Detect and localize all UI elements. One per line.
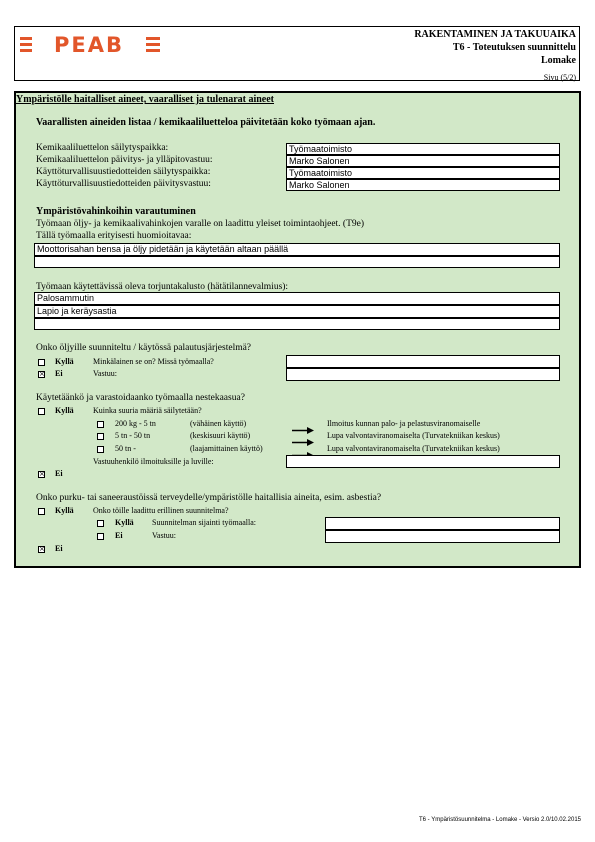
gas-option-3-amount: 50 tn - xyxy=(115,444,136,453)
gas-option-3-usage: (laajamittainen käyttö) xyxy=(190,444,263,453)
header-line3: Lomake xyxy=(541,55,576,66)
demo-no-checkbox[interactable]: × xyxy=(39,545,45,553)
demo-plan-location-label: Suunnitelman sijainti työmaalla: xyxy=(152,518,256,527)
gas-option-2-checkbox[interactable] xyxy=(97,433,104,440)
sds-storage-field[interactable]: Työmaatoimisto xyxy=(286,167,560,179)
sds-label-update: Käyttöturvallisuustiedotteiden päivitysvastuu: xyxy=(36,179,211,189)
oil-yes-label: Kyllä xyxy=(55,357,74,366)
gas-option-3-action: Lupa valvontaviranomaiselta (Turvatekniikan keskus) xyxy=(327,444,500,453)
oil-responsible-label: Vastuu: xyxy=(93,369,117,378)
equip-label: Työmaan käytettävissä oleva torjuntakalusto (hätätilannevalmius): xyxy=(36,282,289,292)
demo-plan-no-label: Ei xyxy=(115,531,123,540)
prep-field-2[interactable] xyxy=(34,256,560,268)
demo-plan-no-checkbox[interactable] xyxy=(97,533,104,540)
gas-responsible-field[interactable] xyxy=(286,455,560,468)
oil-no-checkbox[interactable]: × xyxy=(39,370,45,378)
header-line2: T6 - Toteutuksen suunnittelu xyxy=(452,42,576,53)
prep-line2: Tällä työmaalla erityisesti huomioitavaa: xyxy=(36,231,192,241)
page-footer: T6 - Ympäristösuunnitelma - Lomake - Versio 2.0/10.02.2015 xyxy=(419,817,581,823)
gas-no-label: Ei xyxy=(55,469,63,478)
demo-responsible-label: Vastuu: xyxy=(152,531,176,540)
gas-question: Käytetäänkö ja varastoidaanko työmaalla nestekaasua? xyxy=(36,393,245,403)
intro-text: Vaarallisten aineiden listaa / kemikaaliluetteloa päivitetään koko työmaan ajan. xyxy=(36,117,376,128)
demo-yes-label: Kyllä xyxy=(55,506,74,515)
demo-plan-yes-label: Kyllä xyxy=(115,518,134,527)
header-line1: RAKENTAMINEN JA TAKUUAIKA xyxy=(414,29,576,40)
gas-option-1-action: Ilmoitus kunnan palo- ja pelastusviranomaiselle xyxy=(327,419,481,428)
gas-yes-checkbox[interactable] xyxy=(38,408,45,415)
sds-update-field[interactable]: Marko Salonen xyxy=(286,179,560,191)
prep-line1: Työmaan öljy- ja kemikaalivahinkojen varalle on laadittu yleiset toimintaohjeet. (T9e) xyxy=(36,219,365,229)
page-number: Sivu (5/2) xyxy=(543,73,576,82)
section-title: Ympäristölle haitalliset aineet, vaaralliset ja tulenarat aineet xyxy=(16,94,275,105)
prep-title: Ympäristövahinkoihin varautuminen xyxy=(36,206,196,217)
demo-question: Onko purku- tai saneeraustöissä terveydelle/ympäristölle haitallisia aineita, esim. asbestia? xyxy=(36,493,382,503)
peab-logo xyxy=(20,34,160,59)
gas-responsible-label: Vastuuhenkilö ilmoituksille ja luville: xyxy=(93,457,214,466)
demo-responsible-field[interactable] xyxy=(325,530,560,543)
sds-label-storage: Käyttöturvallisuustiedotteiden säilytyspaikka: xyxy=(36,167,211,177)
oil-question: Onko öljyille suunniteltu / käytössä palautusjärjestelmä? xyxy=(36,343,252,353)
gas-no-checkbox[interactable]: × xyxy=(39,470,45,478)
chem-storage-field[interactable]: Työmaatoimisto xyxy=(286,143,560,155)
oil-yes-field[interactable] xyxy=(286,355,560,368)
oil-yes-question: Minkälainen se on? Missä työmaalla? xyxy=(93,357,214,366)
equip-field-1[interactable]: Palosammutin xyxy=(34,292,560,305)
demo-no-label: Ei xyxy=(55,544,63,553)
equip-field-3[interactable] xyxy=(34,318,560,330)
oil-no-label: Ei xyxy=(55,369,63,378)
oil-responsible-field[interactable] xyxy=(286,368,560,381)
gas-option-1-checkbox[interactable] xyxy=(97,421,104,428)
demo-plan-location-field[interactable] xyxy=(325,517,560,530)
gas-option-2-action: Lupa valvontaviranomaiselta (Turvatekniikan keskus) xyxy=(327,431,500,440)
demo-plan-yes-checkbox[interactable] xyxy=(97,520,104,527)
demo-plan-question: Onko töille laadittu erillinen suunnitelma? xyxy=(93,506,229,515)
gas-option-1-amount: 200 kg - 5 tn xyxy=(115,419,156,428)
chem-label-storage: Kemikaaliluettelon säilytyspaikka: xyxy=(36,143,169,153)
demo-yes-checkbox[interactable] xyxy=(38,508,45,515)
oil-yes-checkbox[interactable] xyxy=(38,359,45,366)
gas-yes-label: Kyllä xyxy=(55,406,74,415)
gas-option-2-usage: (keskisuuri käyttö) xyxy=(190,431,251,440)
gas-option-1-usage: (vähäinen käyttö) xyxy=(190,419,247,428)
equip-field-2[interactable]: Lapio ja keräysastia xyxy=(34,305,560,318)
chem-label-update: Kemikaaliluettelon päivitys- ja ylläpitovastuu: xyxy=(36,155,213,165)
gas-option-3-checkbox[interactable] xyxy=(97,446,104,453)
gas-option-2-amount: 5 tn - 50 tn xyxy=(115,431,151,440)
gas-amount-question: Kuinka suuria määriä säilytetään? xyxy=(93,406,202,415)
prep-field-1[interactable]: Moottorisahan bensa ja öljy pidetään ja käytetään altaan päällä xyxy=(34,243,560,256)
logo-text: PEAB xyxy=(54,34,124,54)
chem-update-field[interactable]: Marko Salonen xyxy=(286,155,560,167)
